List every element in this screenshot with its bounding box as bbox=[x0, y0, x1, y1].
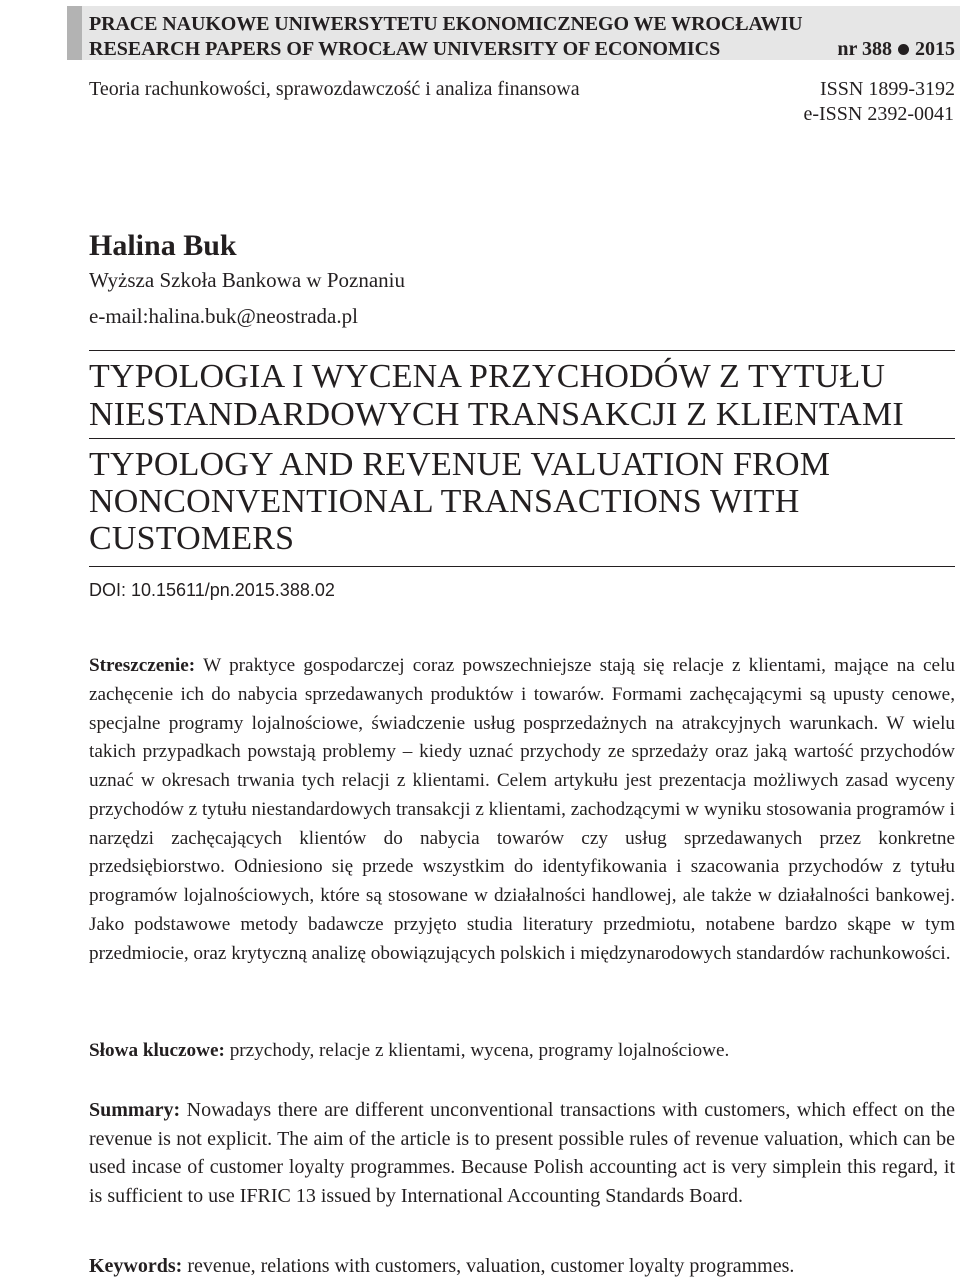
keywords-english-paragraph bbox=[89, 1252, 955, 1281]
issue-year: 2015 bbox=[915, 38, 955, 60]
keywords-polish-paragraph bbox=[89, 1037, 955, 1066]
abstract-label: Streszczenie: bbox=[89, 655, 196, 676]
abstract-paragraph bbox=[89, 652, 955, 968]
summary-label: Summary: bbox=[89, 1099, 181, 1121]
issn: ISSN 1899-3192 bbox=[819, 78, 955, 100]
abstract-text: W praktyce gospodarczej coraz powszechniejsze stają się relacje z klientami, mające na celu zachęcenie ich do nabycia sprzedawanych produktów i towarów. Formami zachęcającymi są upusty cenowe, specjalne programy lojalnościowe, świadczenie usług posprzedażnych na atrakcyjnych warunkach. W wielu takich przypadkach powstają problemy – kiedy uznać przychody ze sprzedaży oraz jaką wartość przychodów uznać w okresach trwania tych relacji z klientami. Celem artykułu jest prezentacja możliwych zasad wyceny przychodów z tytułu niestandardowych transakcji z klientami, zachodzącymi w wyniku stosowania programów i narzędzi zachęcających klientów do nabycia towarów czy usług sprzedawanych przez konkretne przedsiębiorstwo. Odniesiono się przede wszystkim do identyfikowania i szacowania przychodów z tytułu programów lojalnościowych, które są stosowane w działalności handlowej, ale także w działalności bankowej. Jako podstawowe metody badawcze przyjęto studia literatury przedmiotu, notabene bardzo skąpe w tym przedmiocie, oraz krytyczną analizę obowiązujących polskich i międzynarodowych standardów rachunkowości. bbox=[89, 655, 956, 964]
journal-header-line-english bbox=[89, 37, 955, 61]
author-name: Halina Buk bbox=[89, 229, 237, 262]
issue-number: nr 388 bbox=[837, 38, 892, 60]
journal-name-polish: PRACE NAUKOWE UNIWERSYTETU EKONOMICZNEGO WE WROCŁAWIU bbox=[89, 13, 803, 35]
author-email: e-mail:halina.buk@neostrada.pl bbox=[89, 304, 358, 328]
series-name: Teoria rachunkowości, sprawozdawczość i analiza finansowa bbox=[89, 78, 580, 100]
series-row bbox=[89, 77, 955, 101]
keywords-polish-text: przychody, relacje z klientami, wycena, programy lojalnościowe. bbox=[229, 1040, 730, 1061]
title-top-rule bbox=[89, 350, 955, 351]
keywords-english-text: revenue, relations with customers, valuation, customer loyalty programmes. bbox=[187, 1255, 795, 1277]
issue-info bbox=[837, 37, 955, 61]
journal-name-english: RESEARCH PAPERS OF WROCŁAW UNIVERSITY OF ECONOMICS bbox=[89, 38, 721, 60]
eissn: e-ISSN 2392-0041 bbox=[803, 103, 954, 125]
doi: DOI: 10.15611/pn.2015.388.02 bbox=[89, 580, 335, 600]
title-english: TYPOLOGY AND REVENUE VALUATION FROM NONCONVENTIONAL TRANSACTIONS WITH CUSTOMERS bbox=[89, 446, 831, 557]
journal-header-accent-bar bbox=[67, 6, 82, 60]
author-affiliation: Wyższa Szkoła Bankowa w Poznaniu bbox=[89, 268, 405, 292]
title-polish: TYPOLOGIA I WYCENA PRZYCHODÓW Z TYTUŁU NIESTANDARDOWYCH TRANSAKCJI Z KLIENTAMI bbox=[89, 358, 904, 433]
bullet-dot-icon bbox=[898, 44, 909, 55]
title-bottom-rule bbox=[89, 566, 955, 567]
keywords-polish-label: Słowa kluczowe: bbox=[89, 1040, 225, 1061]
summary-paragraph bbox=[89, 1096, 955, 1210]
summary-text: Nowadays there are different unconventional transactions with customers, which effect on the revenue is not explicit. The aim of the article is to present possible rules of revenue valuation, which can be used incase of customer loyalty programmes. Because Polish accounting act is very simplein this regard, it is sufficient to use IFRIC 13 issued by International Accounting Standards Board. bbox=[89, 1099, 956, 1207]
keywords-english-label: Keywords: bbox=[89, 1255, 183, 1277]
title-middle-rule bbox=[89, 438, 955, 439]
